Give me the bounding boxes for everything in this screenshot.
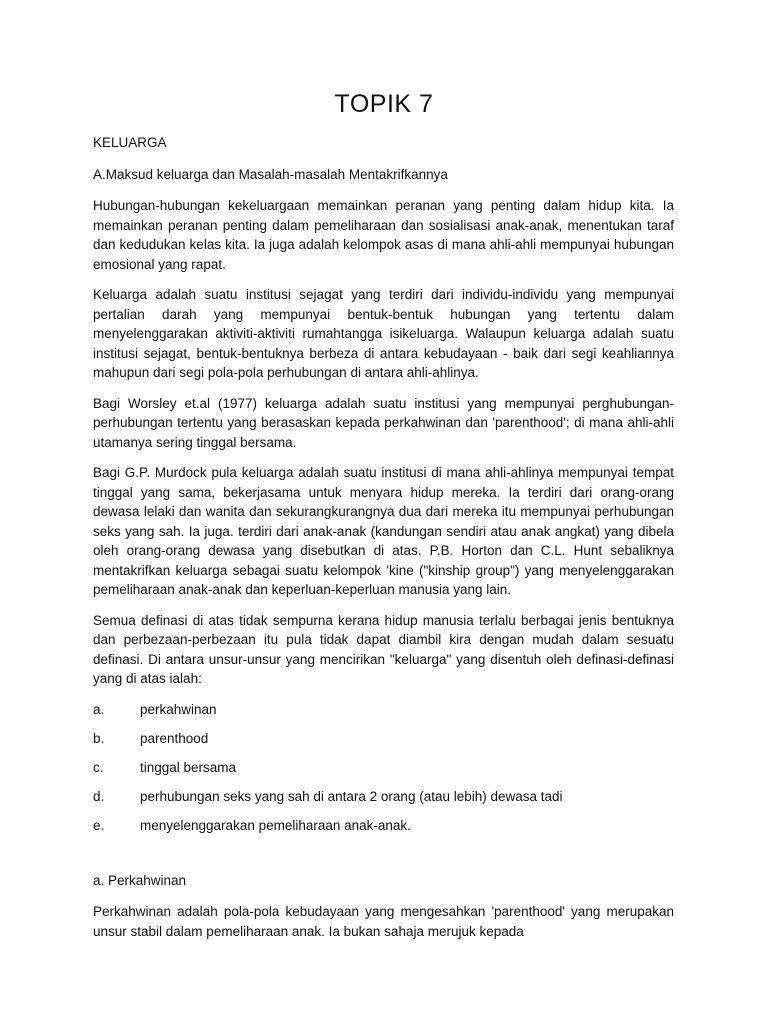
paragraph: Hubungan-hubungan kekeluargaan memainkan peranan yang penting dalam hidup kita. Ia memainkan peranan penting dalam pemeliharaan dan sosialisasi anak-anak, menentukan taraf dan kedudukan kelas kita. Ia juga adalah kelompok asas di mana ahli-ahli mempunyai hubungan emosional yang rapat.: [93, 198, 674, 272]
paragraph: Bagi Worsley et.al (1977) keluarga adalah suatu institusi yang mempunyai perghubungan-perhubungan tertentu yang berasaskan kepada perkahwinan dan 'parenthood'; di mana ahli-ahli utamanya sering tinggal bersama.: [93, 395, 674, 450]
list-text: parenthood: [140, 730, 209, 746]
list-item: [93, 729, 674, 749]
list-text: perhubungan seks yang sah di antara 2 orang (atau lebih) dewasa tadi: [140, 788, 563, 804]
paragraph: Keluarga adalah suatu institusi sejagat yang terdiri dari individu-individu yang mempunyai pertalian darah yang mempunyai bentuk-bentuk hubungan yang tertentu dalam menyelenggarakan aktiviti-aktiviti rumahtangga isikeluarga. Walaupun keluarga adalah suatu institusi sejagat, bentuk-bentuknya berbeza di antara kebudayaan - baik dari segi keahliannya mahupun dari segi pola-pola perhubungan di antara ahli-ahlinya.: [93, 287, 674, 380]
list-text: perkahwinan: [140, 701, 217, 717]
list-marker: c.: [93, 759, 104, 775]
list-item: [93, 700, 674, 720]
paragraph: Perkahwinan adalah pola-pola kebudayaan yang mengesahkan 'parenthood' yang merupakan unsur stabil dalam pemeliharaan anak. Ia bukan sahaja merujuk kepada: [93, 904, 674, 939]
list-marker: a.: [93, 701, 105, 717]
spacer: [93, 845, 674, 871]
list-marker: b.: [93, 730, 105, 746]
list-item: [93, 758, 674, 778]
paragraph: Bagi G.P. Murdock pula keluarga adalah suatu institusi di mana ahli-ahlinya mempunyai tempat tinggal yang sama, bekerjasama untuk menyara hidup mereka. Ia terdiri dari orang-orang dewasa lelaki dan wanita dan sekurangkurangnya dua dari mereka itu mempunyai perhubungan seks yang sah. Ia juga. terdiri dari anak-anak (kandungan sendiri atau anak angkat) yang dibela oleh orang-orang dewasa yang disebutkan di atas. P.B. Horton dan C.L. Hunt sebaliknya mentakrifkan keluarga sebagai suatu kelompok 'kine ("kinship group") yang menyelenggarakan pemeliharaan anak-anak dan keperluan-keperluan manusia yang lain.: [93, 465, 674, 597]
list-text: tinggal bersama: [140, 759, 237, 775]
list-marker: e.: [93, 817, 105, 833]
list-marker: d.: [93, 788, 105, 804]
subsection-heading: a. Perkahwinan: [93, 872, 187, 888]
section-a-heading: A.Maksud keluarga dan Masalah-masalah Mentakrifkannya: [93, 166, 448, 182]
list-item: [93, 787, 674, 807]
element-list: [93, 700, 674, 836]
list-item: [93, 816, 674, 836]
list-text: menyelenggarakan pemeliharaan anak-anak.: [140, 817, 411, 833]
paragraph: Semua definasi di atas tidak sempurna kerana hidup manusia terlalu berbagai jenis bentuknya dan perbezaan-perbezaan itu pula tidak dapat diambil kira dengan mudah dalam sesuatu definasi. Di antara unsur-unsur yang mencirikan "keluarga" yang disentuh oleh definasi-definasi yang di atas ialah:: [93, 612, 674, 686]
document-body: [93, 133, 674, 952]
section-heading: KELUARGA: [93, 135, 167, 150]
page-title: TOPIK 7: [334, 90, 434, 118]
